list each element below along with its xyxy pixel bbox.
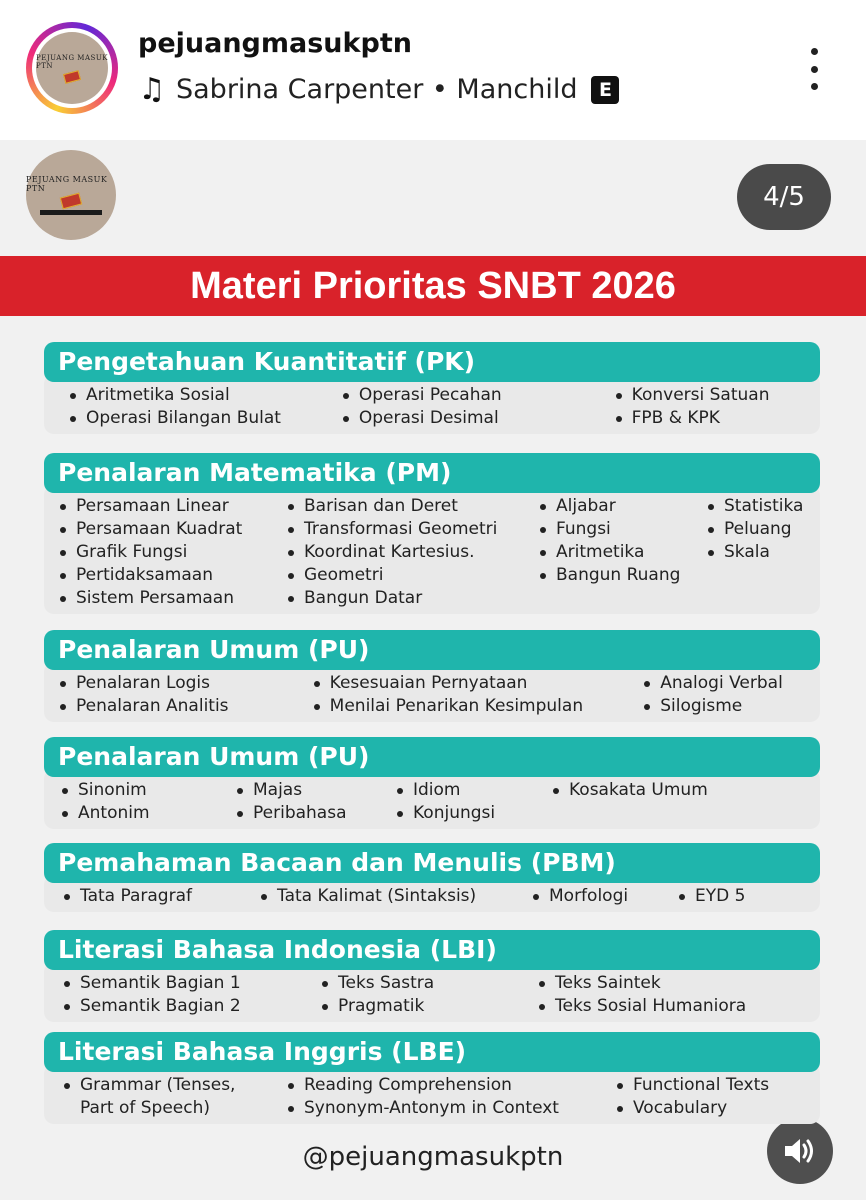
subject-section	[44, 630, 820, 722]
topic-item: Vocabulary	[613, 1097, 813, 1120]
topic-item: Skala	[704, 541, 814, 564]
topic-column	[675, 885, 795, 908]
topic-item: Grammar (Tenses,	[60, 1074, 284, 1097]
topic-item: Kesesuaian Pernyataan	[310, 672, 641, 695]
topic-item: Operasi Pecahan	[339, 384, 612, 407]
section-title: Penalaran Matematika (PM)	[44, 453, 820, 493]
topic-item: Part of Speech)	[80, 1098, 211, 1118]
topic-column	[58, 779, 233, 825]
topic-column	[704, 495, 814, 610]
topic-item: Teks Saintek	[535, 972, 795, 995]
topic-column	[56, 672, 310, 718]
topic-column	[393, 779, 549, 825]
post-logo	[26, 150, 116, 240]
topic-item: Synonym-Antonym in Context	[284, 1097, 613, 1120]
topic-item: Barisan dan Deret	[284, 495, 536, 518]
topic-item: Tata Kalimat (Sintaksis)	[257, 885, 529, 908]
subject-section	[44, 843, 820, 912]
topic-column	[549, 779, 779, 825]
topic-item: Statistika	[704, 495, 814, 518]
topic-item: Peluang	[704, 518, 814, 541]
subject-section	[44, 737, 820, 829]
topic-column	[60, 885, 257, 908]
username[interactable]: pejuangmasukptn	[138, 28, 412, 59]
topic-item: Penalaran Logis	[56, 672, 310, 695]
subject-section	[44, 342, 820, 434]
explicit-badge: E	[591, 76, 619, 104]
topic-item: Transformasi Geometri	[284, 518, 536, 541]
topic-item: Bangun Ruang	[536, 564, 704, 587]
topic-item: Majas	[233, 779, 393, 802]
section-topics	[44, 662, 820, 722]
topic-column	[66, 384, 339, 430]
topic-column	[318, 972, 535, 1018]
section-topics	[44, 485, 820, 614]
more-options-button[interactable]	[800, 48, 828, 90]
topic-column	[284, 495, 536, 610]
song-label[interactable]: Sabrina Carpenter • Manchild	[176, 74, 578, 105]
topic-item: Kosakata Umum	[549, 779, 779, 802]
topic-column	[612, 384, 820, 430]
topic-item: Penalaran Analitis	[56, 695, 310, 718]
avatar-logo-text: PEJUANG MASUK PTN	[36, 54, 108, 70]
topic-item: Aritmetika Sosial	[66, 384, 339, 407]
topic-item: Teks Sastra	[318, 972, 535, 995]
topic-item: Konjungsi	[393, 802, 549, 825]
topic-item: EYD 5	[675, 885, 795, 908]
section-topics	[44, 962, 820, 1022]
topic-column	[257, 885, 529, 908]
topic-item: Aritmetika	[536, 541, 704, 564]
carousel-counter: 4/5	[737, 164, 831, 230]
music-row[interactable]	[138, 71, 619, 107]
section-title: Penalaran Umum (PU)	[44, 630, 820, 670]
topic-item: Idiom	[393, 779, 549, 802]
subject-section	[44, 1032, 820, 1124]
more-dot-icon	[811, 66, 818, 73]
topic-item: Semantik Bagian 1	[60, 972, 318, 995]
topic-item: Peribahasa	[233, 802, 393, 825]
topic-item: Semantik Bagian 2	[60, 995, 318, 1018]
avatar-logo	[36, 32, 108, 104]
post-logo-text: PEJUANG MASUK PTN	[26, 175, 108, 193]
section-title: Literasi Bahasa Indonesia (LBI)	[44, 930, 820, 970]
topic-item: Silogisme	[640, 695, 820, 718]
topic-item: Koordinat Kartesius.	[284, 541, 536, 564]
topic-item: Persamaan Linear	[56, 495, 284, 518]
topic-item: Fungsi	[536, 518, 704, 541]
section-title: Pemahaman Bacaan dan Menulis (PBM)	[44, 843, 820, 883]
topic-item: FPB & KPK	[612, 407, 820, 430]
book-icon	[60, 193, 82, 210]
topic-item: Pertidaksamaan	[56, 564, 284, 587]
topic-item: Bangun Datar	[284, 587, 536, 610]
topic-column	[56, 495, 284, 610]
topic-item: Antonim	[58, 802, 233, 825]
topic-item: Grafik Fungsi	[56, 541, 284, 564]
topic-item: Functional Texts	[613, 1074, 813, 1097]
subject-section	[44, 453, 820, 614]
topic-item: Geometri	[284, 564, 536, 587]
music-note-icon: ♫	[138, 71, 166, 107]
profile-avatar[interactable]	[26, 22, 118, 114]
section-title: Pengetahuan Kuantitatif (PK)	[44, 342, 820, 382]
topic-item: Sistem Persamaan	[56, 587, 284, 610]
topic-item: Operasi Desimal	[339, 407, 612, 430]
subject-section	[44, 930, 820, 1022]
topic-column	[233, 779, 393, 825]
topic-item: Morfologi	[529, 885, 675, 908]
topic-item: Teks Sosial Humaniora	[535, 995, 795, 1018]
section-topics	[44, 769, 820, 829]
audio-toggle-button[interactable]	[767, 1118, 833, 1184]
topic-item: Reading Comprehension	[284, 1074, 613, 1097]
topic-column	[529, 885, 675, 908]
logo-bar	[40, 210, 102, 215]
topic-column	[310, 672, 641, 718]
post-handle: @pejuangmasukptn	[302, 1142, 564, 1172]
topic-item: Pragmatik	[318, 995, 535, 1018]
section-title: Penalaran Umum (PU)	[44, 737, 820, 777]
topic-column	[536, 495, 704, 610]
section-topics	[44, 374, 820, 434]
avatar-inner	[32, 28, 112, 108]
topic-column	[60, 972, 318, 1018]
speaker-icon	[783, 1136, 817, 1166]
topic-item: Persamaan Kuadrat	[56, 518, 284, 541]
topic-item: Analogi Verbal	[640, 672, 820, 695]
topic-item: Operasi Bilangan Bulat	[66, 407, 339, 430]
topic-column	[284, 1074, 613, 1120]
topic-item: Sinonim	[58, 779, 233, 802]
topic-column	[613, 1074, 813, 1120]
topic-item: Menilai Penarikan Kesimpulan	[310, 695, 641, 718]
topic-column	[339, 384, 612, 430]
more-dot-icon	[811, 83, 818, 90]
book-icon	[63, 70, 81, 84]
section-topics	[44, 1064, 820, 1124]
topic-item: Tata Paragraf	[60, 885, 257, 908]
section-title: Literasi Bahasa Inggris (LBE)	[44, 1032, 820, 1072]
more-dot-icon	[811, 48, 818, 55]
topic-item: Aljabar	[536, 495, 704, 518]
topic-column	[535, 972, 795, 1018]
topic-item: Konversi Satuan	[612, 384, 820, 407]
topic-column	[640, 672, 820, 718]
post-title: Materi Prioritas SNBT 2026	[0, 256, 866, 316]
topic-column	[60, 1074, 284, 1120]
